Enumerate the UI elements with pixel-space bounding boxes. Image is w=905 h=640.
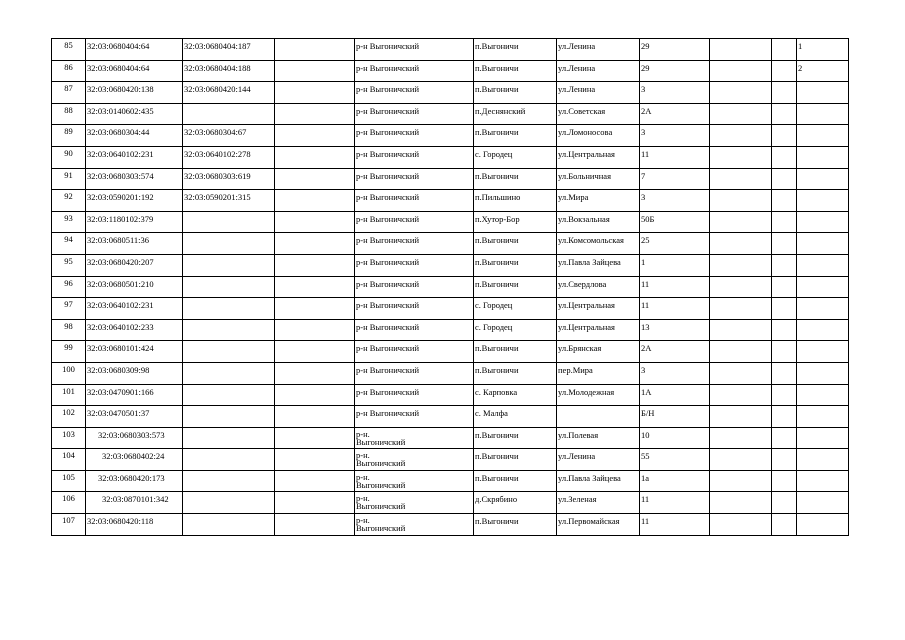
street-cell: ул.Советская	[557, 103, 640, 125]
empty-cell	[710, 39, 772, 61]
street-cell: ул.Ленина	[557, 60, 640, 82]
table-row	[52, 254, 849, 276]
house-number-cell: 55	[640, 449, 710, 471]
table-row	[52, 341, 849, 363]
blank-cell	[275, 146, 355, 168]
district-cell: р-н Выгоничский	[355, 254, 474, 276]
cadastral-number: 32:03:0680304:44	[86, 125, 183, 147]
house-number-cell: 3	[640, 125, 710, 147]
table-row	[52, 168, 849, 190]
settlement-cell: п.Выгоничи	[474, 514, 557, 536]
house-number-cell: 25	[640, 233, 710, 255]
cadastral-number-2	[183, 406, 275, 428]
cadastral-number: 32:03:0680420:138	[86, 82, 183, 104]
district-cell: р-н Выгоничский	[355, 211, 474, 233]
cadastral-number-2: 32:03:0680303:619	[183, 168, 275, 190]
house-number-cell: 3	[640, 362, 710, 384]
empty-cell	[772, 470, 797, 492]
cadastral-number-2	[183, 254, 275, 276]
empty-cell	[772, 492, 797, 514]
blank-cell	[275, 341, 355, 363]
empty-cell	[772, 146, 797, 168]
empty-cell	[772, 125, 797, 147]
cadastral-number: 32:03:0640102:231	[86, 146, 183, 168]
table-row	[52, 319, 849, 341]
empty-cell	[772, 427, 797, 449]
house-number-cell: 13	[640, 319, 710, 341]
district-cell: р-н Выгоничский	[355, 60, 474, 82]
cadastral-number: 32:03:0680404:64	[86, 60, 183, 82]
cadastral-number: 32:03:0680420:173	[86, 470, 183, 492]
row-number: 98	[52, 319, 86, 341]
table-row	[52, 103, 849, 125]
extra-cell	[797, 341, 849, 363]
blank-cell	[275, 514, 355, 536]
extra-cell	[797, 103, 849, 125]
row-number: 93	[52, 211, 86, 233]
table-body	[52, 39, 849, 536]
settlement-cell: с. Городец	[474, 319, 557, 341]
cadastral-number-2	[183, 384, 275, 406]
blank-cell	[275, 362, 355, 384]
empty-cell	[772, 60, 797, 82]
cadastral-number: 32:03:0640102:231	[86, 298, 183, 320]
blank-cell	[275, 449, 355, 471]
empty-cell	[772, 168, 797, 190]
district-cell: р-н Выгоничский	[355, 82, 474, 104]
empty-cell	[710, 384, 772, 406]
cadastral-number-2	[183, 514, 275, 536]
empty-cell	[772, 514, 797, 536]
cadastral-number: 32:03:0470901:166	[86, 384, 183, 406]
row-number: 94	[52, 233, 86, 255]
cadastral-number-2: 32:03:0680304:67	[183, 125, 275, 147]
cadastral-number-2	[183, 233, 275, 255]
extra-cell	[797, 168, 849, 190]
house-number-cell: 2А	[640, 341, 710, 363]
empty-cell	[710, 514, 772, 536]
district-cell: р-н Выгоничский	[355, 341, 474, 363]
cadastral-number: 32:03:0680404:64	[86, 39, 183, 61]
empty-cell	[710, 449, 772, 471]
cadastral-number: 32:03:0680501:210	[86, 276, 183, 298]
cadastral-number-2: 32:03:0680404:188	[183, 60, 275, 82]
empty-cell	[710, 341, 772, 363]
district-cell: р-н Выгоничский	[355, 384, 474, 406]
cadastral-number-2	[183, 319, 275, 341]
row-number: 97	[52, 298, 86, 320]
empty-cell	[710, 362, 772, 384]
blank-cell	[275, 276, 355, 298]
row-number: 96	[52, 276, 86, 298]
blank-cell	[275, 254, 355, 276]
extra-cell	[797, 254, 849, 276]
street-cell: ул.Павла Зайцева	[557, 254, 640, 276]
house-number-cell: 11	[640, 276, 710, 298]
street-cell	[557, 406, 640, 428]
cadastral-number-2	[183, 470, 275, 492]
blank-cell	[275, 427, 355, 449]
district-cell: р-н. Выгоничский	[355, 449, 474, 471]
blank-cell	[275, 492, 355, 514]
settlement-cell: с. Городец	[474, 146, 557, 168]
district-cell: р-н Выгоничский	[355, 103, 474, 125]
settlement-cell: п.Выгоничи	[474, 470, 557, 492]
row-number: 102	[52, 406, 86, 428]
extra-cell	[797, 362, 849, 384]
blank-cell	[275, 298, 355, 320]
street-cell: ул.Мира	[557, 190, 640, 212]
cadastral-number: 32:03:0870101:342	[86, 492, 183, 514]
cadastral-number-2: 32:03:0680404:187	[183, 39, 275, 61]
house-number-cell: Б/Н	[640, 406, 710, 428]
settlement-cell: п.Пильшино	[474, 190, 557, 212]
empty-cell	[710, 427, 772, 449]
extra-cell	[797, 427, 849, 449]
cadastral-number: 32:03:0680309:98	[86, 362, 183, 384]
house-number-cell: 29	[640, 60, 710, 82]
cadastral-number: 32:03:0140602:435	[86, 103, 183, 125]
empty-cell	[710, 276, 772, 298]
extra-cell: 2	[797, 60, 849, 82]
extra-cell	[797, 146, 849, 168]
cadastral-number-2	[183, 298, 275, 320]
table-row	[52, 449, 849, 471]
empty-cell	[772, 362, 797, 384]
house-number-cell: 3	[640, 82, 710, 104]
street-cell: ул.Центральная	[557, 146, 640, 168]
cadastral-number: 32:03:0590201:192	[86, 190, 183, 212]
empty-cell	[710, 211, 772, 233]
empty-cell	[772, 298, 797, 320]
street-cell: ул.Центральная	[557, 319, 640, 341]
district-cell: р-н. Выгоничский	[355, 514, 474, 536]
empty-cell	[772, 190, 797, 212]
street-cell: ул.Ленина	[557, 39, 640, 61]
table-row	[52, 406, 849, 428]
settlement-cell: п.Выгоничи	[474, 125, 557, 147]
district-cell: р-н Выгоничский	[355, 190, 474, 212]
empty-cell	[772, 341, 797, 363]
row-number: 92	[52, 190, 86, 212]
cadastral-number-2: 32:03:0590201:315	[183, 190, 275, 212]
table-row	[52, 82, 849, 104]
table-row	[52, 514, 849, 536]
street-cell: ул.Ломоносова	[557, 125, 640, 147]
row-number: 100	[52, 362, 86, 384]
extra-cell	[797, 125, 849, 147]
house-number-cell: 50Б	[640, 211, 710, 233]
blank-cell	[275, 233, 355, 255]
street-cell: пер.Мира	[557, 362, 640, 384]
street-cell: ул.Полевая	[557, 427, 640, 449]
settlement-cell: п.Выгоничи	[474, 276, 557, 298]
blank-cell	[275, 384, 355, 406]
district-cell: р-н Выгоничский	[355, 319, 474, 341]
empty-cell	[710, 103, 772, 125]
house-number-cell: 1А	[640, 384, 710, 406]
house-number-cell: 11	[640, 492, 710, 514]
table-row	[52, 362, 849, 384]
cadastral-number-2: 32:03:0640102:278	[183, 146, 275, 168]
cadastral-number: 32:03:0470501:37	[86, 406, 183, 428]
district-cell: р-н Выгоничский	[355, 362, 474, 384]
blank-cell	[275, 190, 355, 212]
blank-cell	[275, 319, 355, 341]
street-cell: ул.Комсомольская	[557, 233, 640, 255]
extra-cell	[797, 384, 849, 406]
cadastral-number: 32:03:0680420:118	[86, 514, 183, 536]
street-cell: ул.Павла Зайцева	[557, 470, 640, 492]
cadastral-number-2	[183, 362, 275, 384]
cadastral-number: 32:03:0640102:233	[86, 319, 183, 341]
district-cell: р-н Выгоничский	[355, 233, 474, 255]
house-number-cell: 7	[640, 168, 710, 190]
row-number: 95	[52, 254, 86, 276]
cadastral-number-2	[183, 276, 275, 298]
row-number: 90	[52, 146, 86, 168]
house-number-cell: 11	[640, 146, 710, 168]
street-cell: ул.Ленина	[557, 449, 640, 471]
house-number-cell: 2А	[640, 103, 710, 125]
settlement-cell: п.Выгоничи	[474, 82, 557, 104]
cadastral-number-2	[183, 449, 275, 471]
empty-cell	[772, 82, 797, 104]
row-number: 85	[52, 39, 86, 61]
row-number: 106	[52, 492, 86, 514]
settlement-cell: п.Выгоничи	[474, 362, 557, 384]
table-row	[52, 384, 849, 406]
empty-cell	[710, 406, 772, 428]
street-cell: ул.Первомайская	[557, 514, 640, 536]
empty-cell	[772, 103, 797, 125]
settlement-cell: п.Выгоничи	[474, 168, 557, 190]
empty-cell	[772, 384, 797, 406]
empty-cell	[772, 211, 797, 233]
district-cell: р-н. Выгоничский	[355, 492, 474, 514]
table-row	[52, 470, 849, 492]
row-number: 107	[52, 514, 86, 536]
row-number: 103	[52, 427, 86, 449]
extra-cell	[797, 514, 849, 536]
table-row	[52, 146, 849, 168]
extra-cell	[797, 406, 849, 428]
empty-cell	[772, 319, 797, 341]
table-row	[52, 298, 849, 320]
empty-cell	[710, 82, 772, 104]
table-row	[52, 492, 849, 514]
registry-table	[51, 38, 849, 536]
extra-cell	[797, 470, 849, 492]
extra-cell	[797, 82, 849, 104]
extra-cell	[797, 449, 849, 471]
empty-cell	[772, 276, 797, 298]
cadastral-number: 32:03:0680101:424	[86, 341, 183, 363]
cadastral-number: 32:03:0680303:573	[86, 427, 183, 449]
street-cell: ул.Брянская	[557, 341, 640, 363]
empty-cell	[772, 39, 797, 61]
district-cell: р-н Выгоничский	[355, 146, 474, 168]
extra-cell	[797, 276, 849, 298]
blank-cell	[275, 470, 355, 492]
blank-cell	[275, 103, 355, 125]
extra-cell	[797, 492, 849, 514]
house-number-cell: 10	[640, 427, 710, 449]
district-cell: р-н Выгоничский	[355, 276, 474, 298]
empty-cell	[710, 125, 772, 147]
empty-cell	[710, 298, 772, 320]
settlement-cell: с. Карповка	[474, 384, 557, 406]
extra-cell	[797, 233, 849, 255]
empty-cell	[710, 190, 772, 212]
row-number: 101	[52, 384, 86, 406]
row-number: 86	[52, 60, 86, 82]
table-row	[52, 125, 849, 147]
cadastral-number-2	[183, 103, 275, 125]
street-cell: ул.Свердлова	[557, 276, 640, 298]
row-number: 89	[52, 125, 86, 147]
cadastral-number: 32:03:0680402:24	[86, 449, 183, 471]
blank-cell	[275, 39, 355, 61]
district-cell: р-н Выгоничский	[355, 39, 474, 61]
district-cell: р-н Выгоничский	[355, 125, 474, 147]
empty-cell	[710, 146, 772, 168]
street-cell: ул.Вокзальная	[557, 211, 640, 233]
settlement-cell: п.Выгоничи	[474, 60, 557, 82]
house-number-cell: 11	[640, 298, 710, 320]
blank-cell	[275, 211, 355, 233]
extra-cell: 1	[797, 39, 849, 61]
street-cell: ул.Зеленая	[557, 492, 640, 514]
row-number: 88	[52, 103, 86, 125]
district-cell: р-н. Выгоничский	[355, 427, 474, 449]
settlement-cell: с. Малфа	[474, 406, 557, 428]
house-number-cell: 1а	[640, 470, 710, 492]
table-row	[52, 60, 849, 82]
cadastral-number-2	[183, 211, 275, 233]
settlement-cell: п.Выгоничи	[474, 427, 557, 449]
blank-cell	[275, 168, 355, 190]
empty-cell	[710, 60, 772, 82]
house-number-cell: 1	[640, 254, 710, 276]
settlement-cell: п.Выгоничи	[474, 233, 557, 255]
table-row	[52, 211, 849, 233]
street-cell: ул.Центральная	[557, 298, 640, 320]
settlement-cell: п.Выгоничи	[474, 39, 557, 61]
cadastral-number-2	[183, 427, 275, 449]
table-row	[52, 233, 849, 255]
house-number-cell: 3	[640, 190, 710, 212]
table-row	[52, 190, 849, 212]
empty-cell	[710, 233, 772, 255]
street-cell: ул.Молодежная	[557, 384, 640, 406]
extra-cell	[797, 211, 849, 233]
row-number: 99	[52, 341, 86, 363]
cadastral-number-2: 32:03:0680420:144	[183, 82, 275, 104]
empty-cell	[772, 406, 797, 428]
empty-cell	[772, 449, 797, 471]
empty-cell	[772, 233, 797, 255]
cadastral-number: 32:03:0680511:36	[86, 233, 183, 255]
district-cell: р-н Выгоничский	[355, 406, 474, 428]
blank-cell	[275, 60, 355, 82]
settlement-cell: п.Деснянский	[474, 103, 557, 125]
settlement-cell: п.Выгоничи	[474, 254, 557, 276]
empty-cell	[710, 470, 772, 492]
cadastral-number-2	[183, 341, 275, 363]
settlement-cell: п.Хутор-Бор	[474, 211, 557, 233]
settlement-cell: с. Городец	[474, 298, 557, 320]
street-cell: ул.Ленина	[557, 82, 640, 104]
blank-cell	[275, 125, 355, 147]
row-number: 104	[52, 449, 86, 471]
table-row	[52, 427, 849, 449]
row-number: 87	[52, 82, 86, 104]
empty-cell	[710, 168, 772, 190]
settlement-cell: п.Выгоничи	[474, 341, 557, 363]
extra-cell	[797, 298, 849, 320]
cadastral-number: 32:03:0680420:207	[86, 254, 183, 276]
empty-cell	[710, 492, 772, 514]
extra-cell	[797, 190, 849, 212]
empty-cell	[710, 319, 772, 341]
district-cell: р-н Выгоничский	[355, 298, 474, 320]
empty-cell	[710, 254, 772, 276]
row-number: 105	[52, 470, 86, 492]
settlement-cell: п.Выгоничи	[474, 449, 557, 471]
house-number-cell: 29	[640, 39, 710, 61]
extra-cell	[797, 319, 849, 341]
street-cell: ул.Больничная	[557, 168, 640, 190]
blank-cell	[275, 82, 355, 104]
cadastral-number-2	[183, 492, 275, 514]
row-number: 91	[52, 168, 86, 190]
district-cell: р-н Выгоничский	[355, 168, 474, 190]
cadastral-number: 32:03:0680303:574	[86, 168, 183, 190]
table-row	[52, 276, 849, 298]
empty-cell	[772, 254, 797, 276]
cadastral-number: 32:03:1180102:379	[86, 211, 183, 233]
house-number-cell: 11	[640, 514, 710, 536]
district-cell: р-н. Выгоничский	[355, 470, 474, 492]
settlement-cell: д.Скрябино	[474, 492, 557, 514]
blank-cell	[275, 406, 355, 428]
table-row	[52, 39, 849, 61]
